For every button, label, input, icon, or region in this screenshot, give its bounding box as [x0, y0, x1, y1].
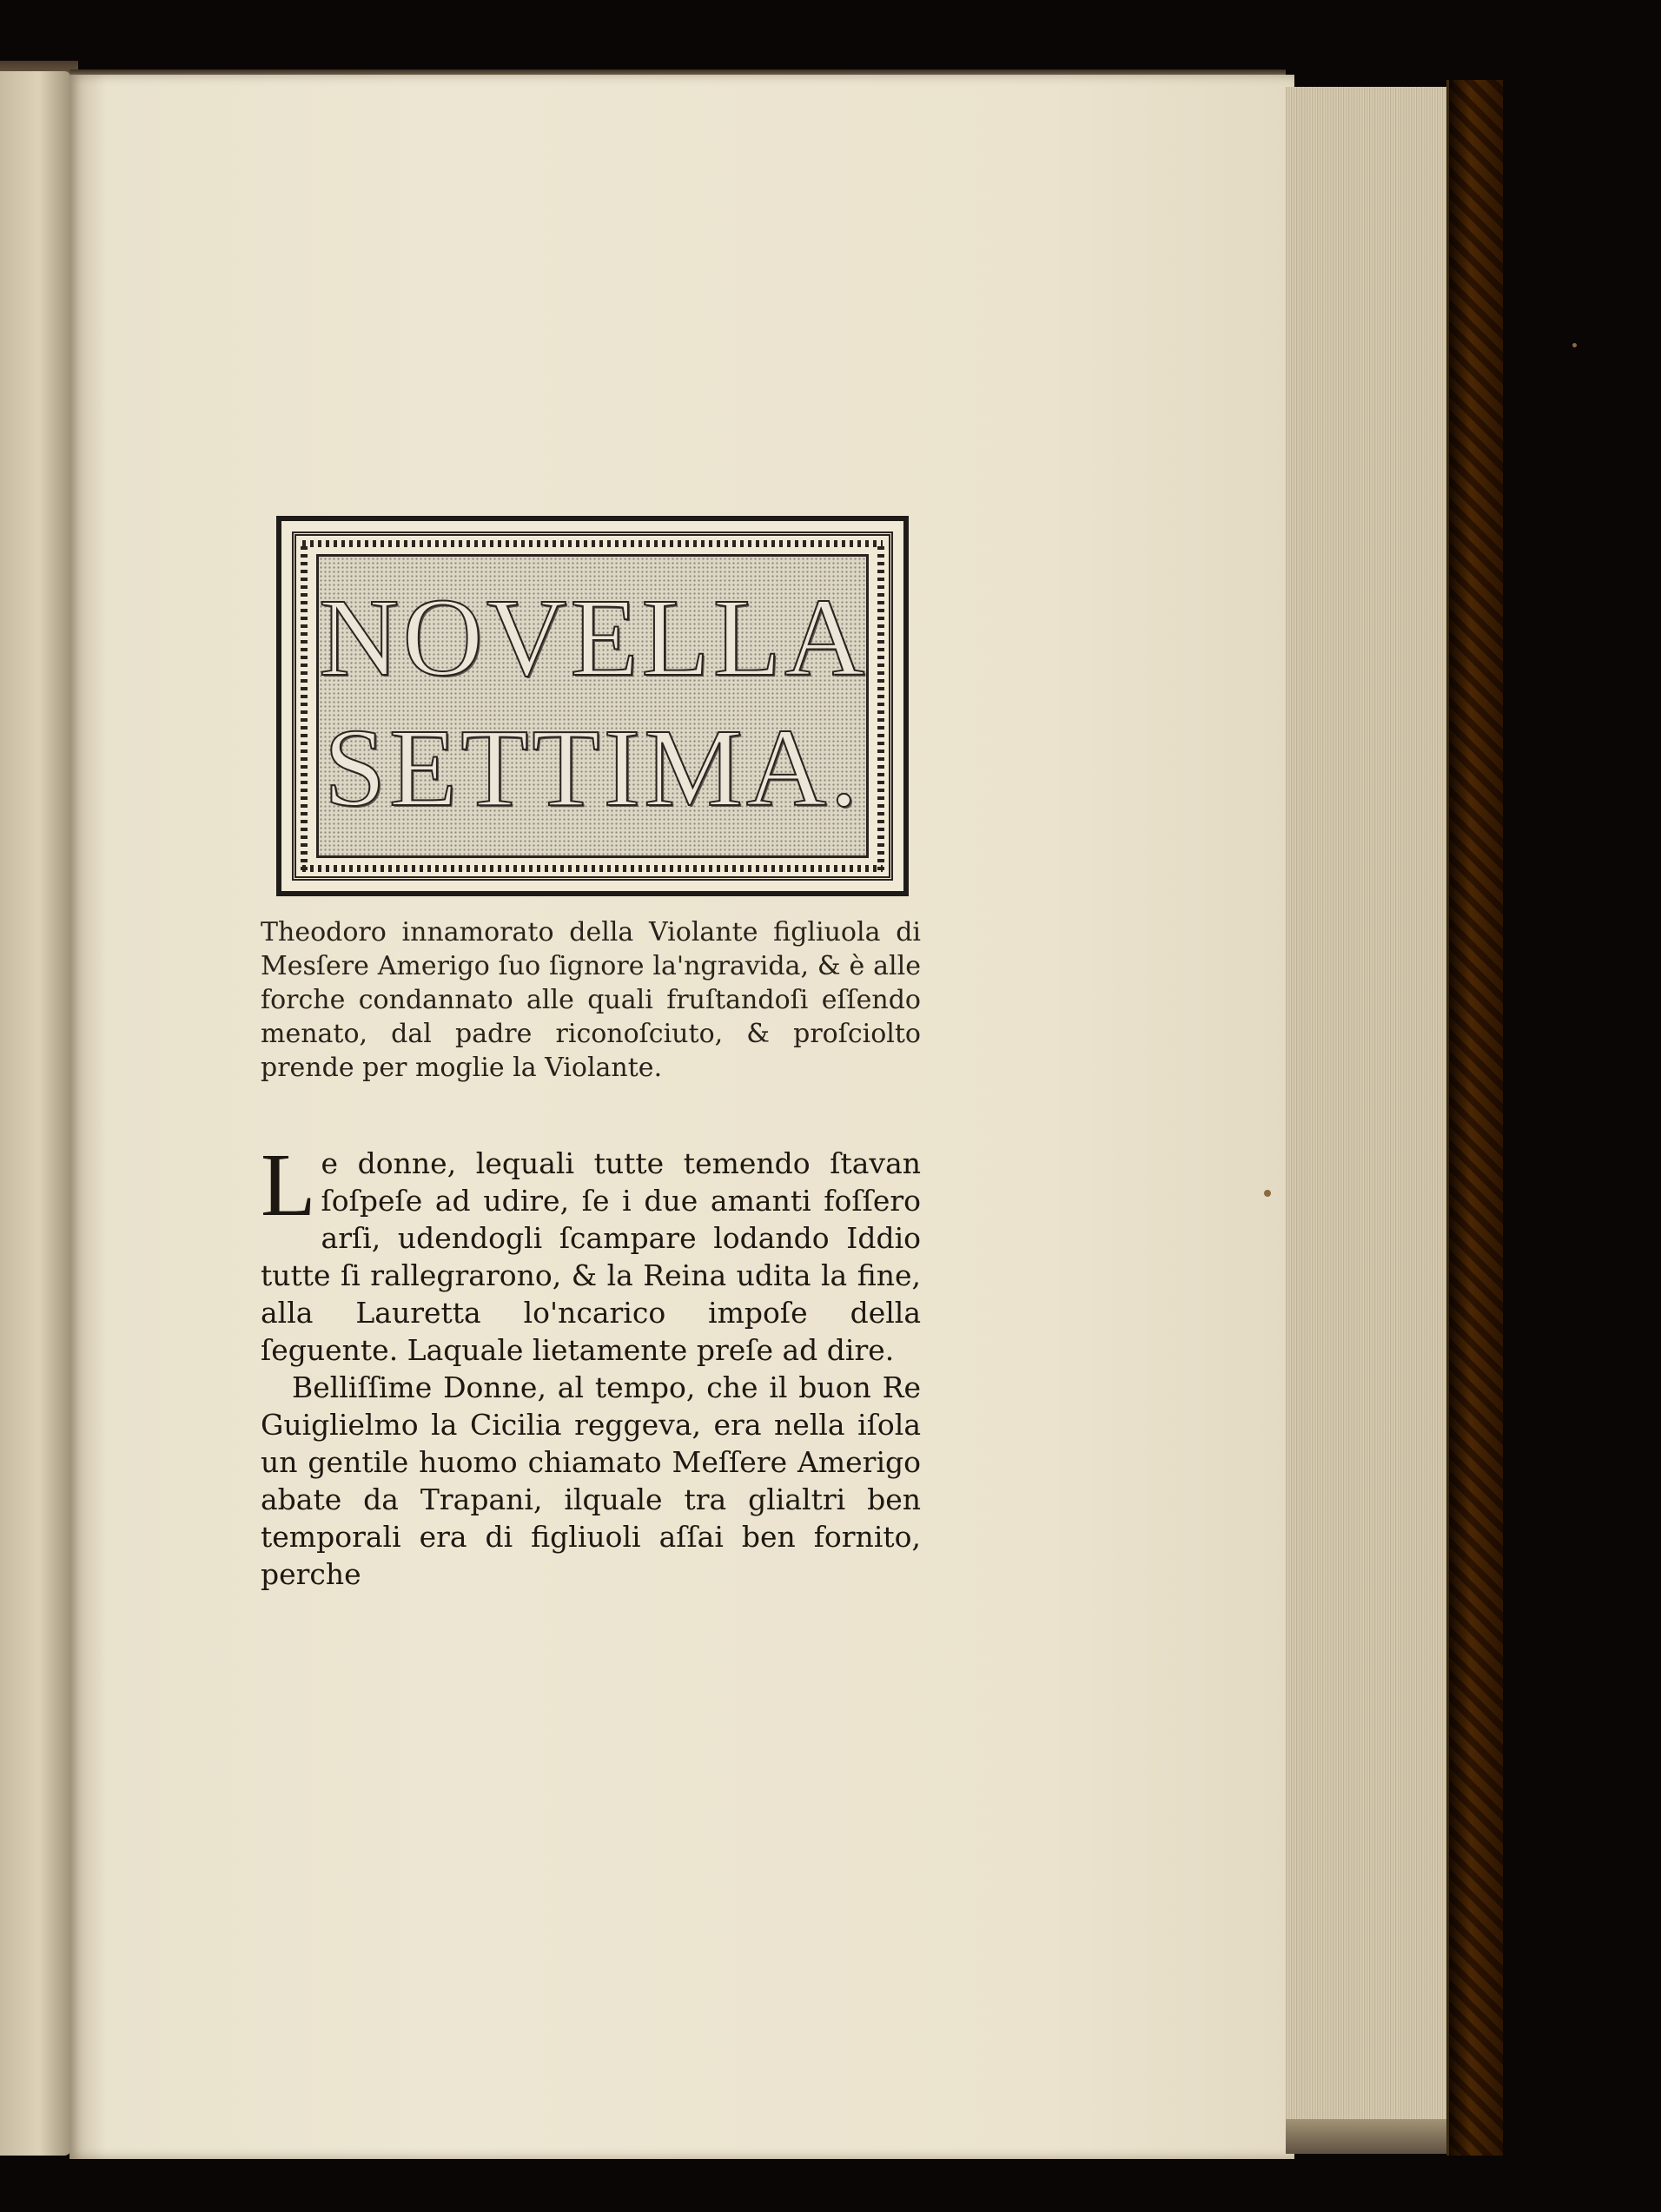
title-line-1: NOVELLA	[319, 576, 869, 699]
page-block-bottom	[1286, 2119, 1446, 2154]
cartouche-ornament-right	[877, 542, 884, 870]
body-paragraph-1	[261, 1135, 921, 1369]
page	[69, 75, 1294, 2159]
page-block-edges	[1286, 87, 1446, 2136]
paragraph-1-text: e donne, lequali tutte temendo ſtavan ſoſpeſe ad udire, ſe i due amanti foſſero arſi, udendogli ſcampare lodando Iddio tutte ſi rallegrarono, & la Reina udita la fine, alla Lauretta lo'ncarico impoſe della ſeguente. Laquale lietamente preſe ad dire.	[261, 1146, 921, 1367]
title-line-2: SETTIMA.	[323, 706, 862, 829]
body-text	[261, 1135, 921, 1593]
gilded-cover-edge	[1446, 80, 1503, 2156]
cartouche-ornament-left	[301, 542, 308, 870]
title-cartouche	[276, 516, 909, 896]
drop-cap: L	[261, 1135, 316, 1235]
chapter-summary	[261, 915, 921, 1085]
paper-speck	[1264, 1190, 1271, 1197]
paper-speck	[1572, 343, 1577, 347]
cartouche-stippled-panel	[316, 554, 869, 858]
summary-text: Theodoro innamorato della Violante figliuola di Mesſere Amerigo ſuo ſignore la'ngravida, & è alle forche condannato alle quali fruſtandoſi eſſendo menato, dal padre riconoſciuto, & proſciolto prende per moglie la Violante.	[261, 917, 921, 1083]
left-page-edge	[0, 71, 71, 2156]
body-paragraph-2: Belliſſime Donne, al tempo, che il buon Re Guiglielmo la Cicilia reggeva, era nella iſola un gentile huomo chiamato Meſſere Amerigo abate da Trapani, ilquale tra glialtri ben temporali era di figliuoli aſſai ben fornito, perche	[261, 1370, 921, 1591]
cartouche-ornament-top	[302, 540, 883, 547]
cartouche-ornament-bottom	[302, 865, 883, 872]
